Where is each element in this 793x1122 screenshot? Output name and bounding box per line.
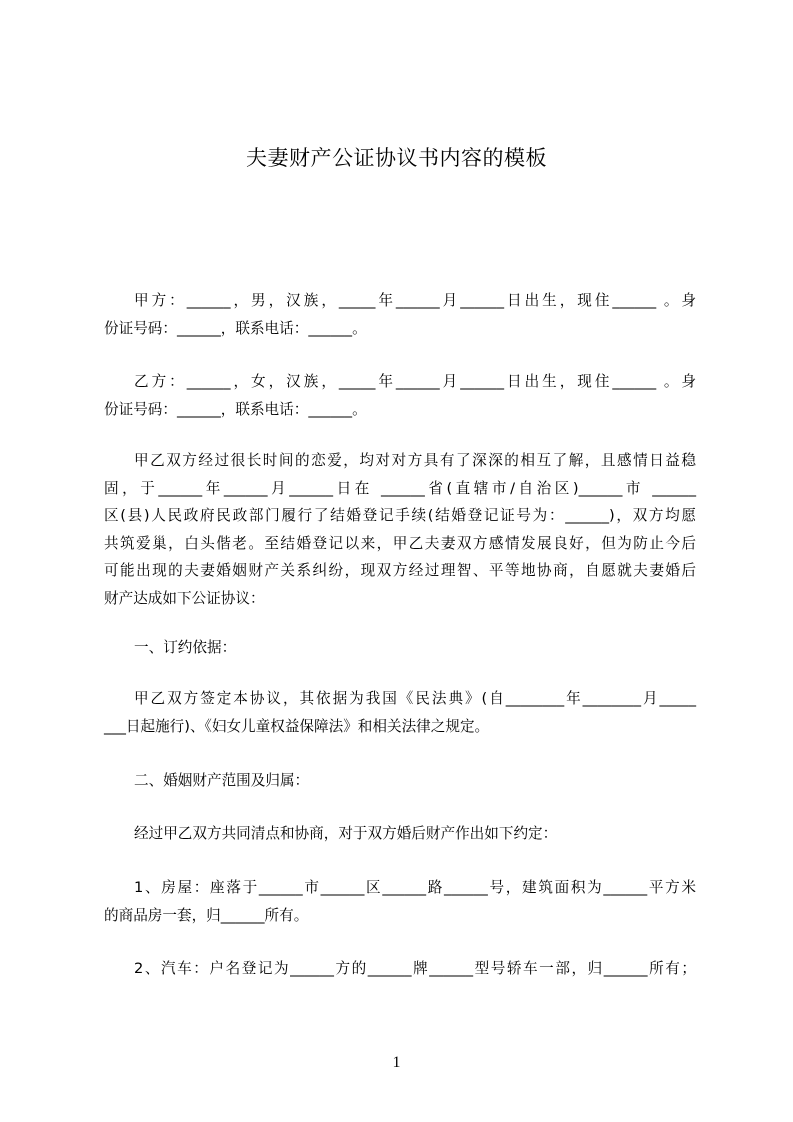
page-number: 1 xyxy=(392,1054,401,1071)
section-1-line-2: ___日起施行)、《妇女儿童权益保障法》和相关法律之规定。 xyxy=(104,717,490,735)
party-b-line-1: 乙方：______，女，汉族，_____年______月______日出生，现住______ 。身 xyxy=(134,373,696,390)
party-b-line-2: 份证号码：______，联系电话：______。 xyxy=(104,400,367,418)
preamble-line-3: 区(县)人民政府民政部门履行了结婚登记手续(结婚登记证号为：______)，双方均愿 xyxy=(104,507,696,525)
house-clause-paragraph xyxy=(104,874,696,929)
section-1-paragraph xyxy=(104,685,696,740)
section-2-intro-block xyxy=(104,820,696,848)
car-clause-line-1: 2、汽车：户名登记为______方的______牌______型号轿车一部，归______所有； xyxy=(134,960,696,977)
party-a-paragraph xyxy=(104,287,696,342)
house-clause-line-1: 1、房屋：座落于______市______区______路______号，建筑面积为______平方米 xyxy=(134,879,696,896)
preamble-line-1: 甲乙双方经过很长时间的恋爱，均对对方具有了深深的相互了解，且感情日益稳 xyxy=(134,452,696,469)
car-clause-paragraph xyxy=(104,955,696,983)
preamble-line-2: 固，于______年______月______日在 ______省(直辖市/自治区)______市 ______ xyxy=(104,479,696,497)
section-1-line-1: 甲乙双方签定本协议，其依据为我国《民法典》(自________年________月_____ xyxy=(134,690,696,707)
section-2-intro: 经过甲乙双方共同清点和协商，对于双方婚后财产作出如下约定： xyxy=(134,825,558,842)
party-a-line-1: 甲方：______，男，汉族，_____年______月______日出生，现住______ 。身 xyxy=(134,292,696,309)
house-clause-line-2: 的商品房一套，归______所有。 xyxy=(104,906,309,924)
section-2-heading: 二、婚姻财产范围及归属： xyxy=(134,772,310,789)
document-title: 夫妻财产公证协议书内容的模板 xyxy=(246,146,547,170)
preamble-paragraph xyxy=(104,447,696,613)
section-1-heading-block xyxy=(104,634,696,662)
preamble-line-5: 可能出现的夫妻婚姻财产关系纠纷，现双方经过理智、平等地协商，自愿就夫妻婚后 xyxy=(104,562,696,580)
section-1-heading: 一、订约依据： xyxy=(134,639,237,656)
party-a-line-2: 份证号码：______，联系电话：______。 xyxy=(104,319,367,337)
preamble-line-6: 财产达成如下公证协议： xyxy=(104,589,265,607)
party-b-paragraph xyxy=(104,368,696,423)
preamble-line-4: 共筑爱巢，白头偕老。至结婚登记以来，甲乙夫妻双方感情发展良好，但为防止今后 xyxy=(104,534,696,552)
section-2-heading-block xyxy=(104,767,696,795)
